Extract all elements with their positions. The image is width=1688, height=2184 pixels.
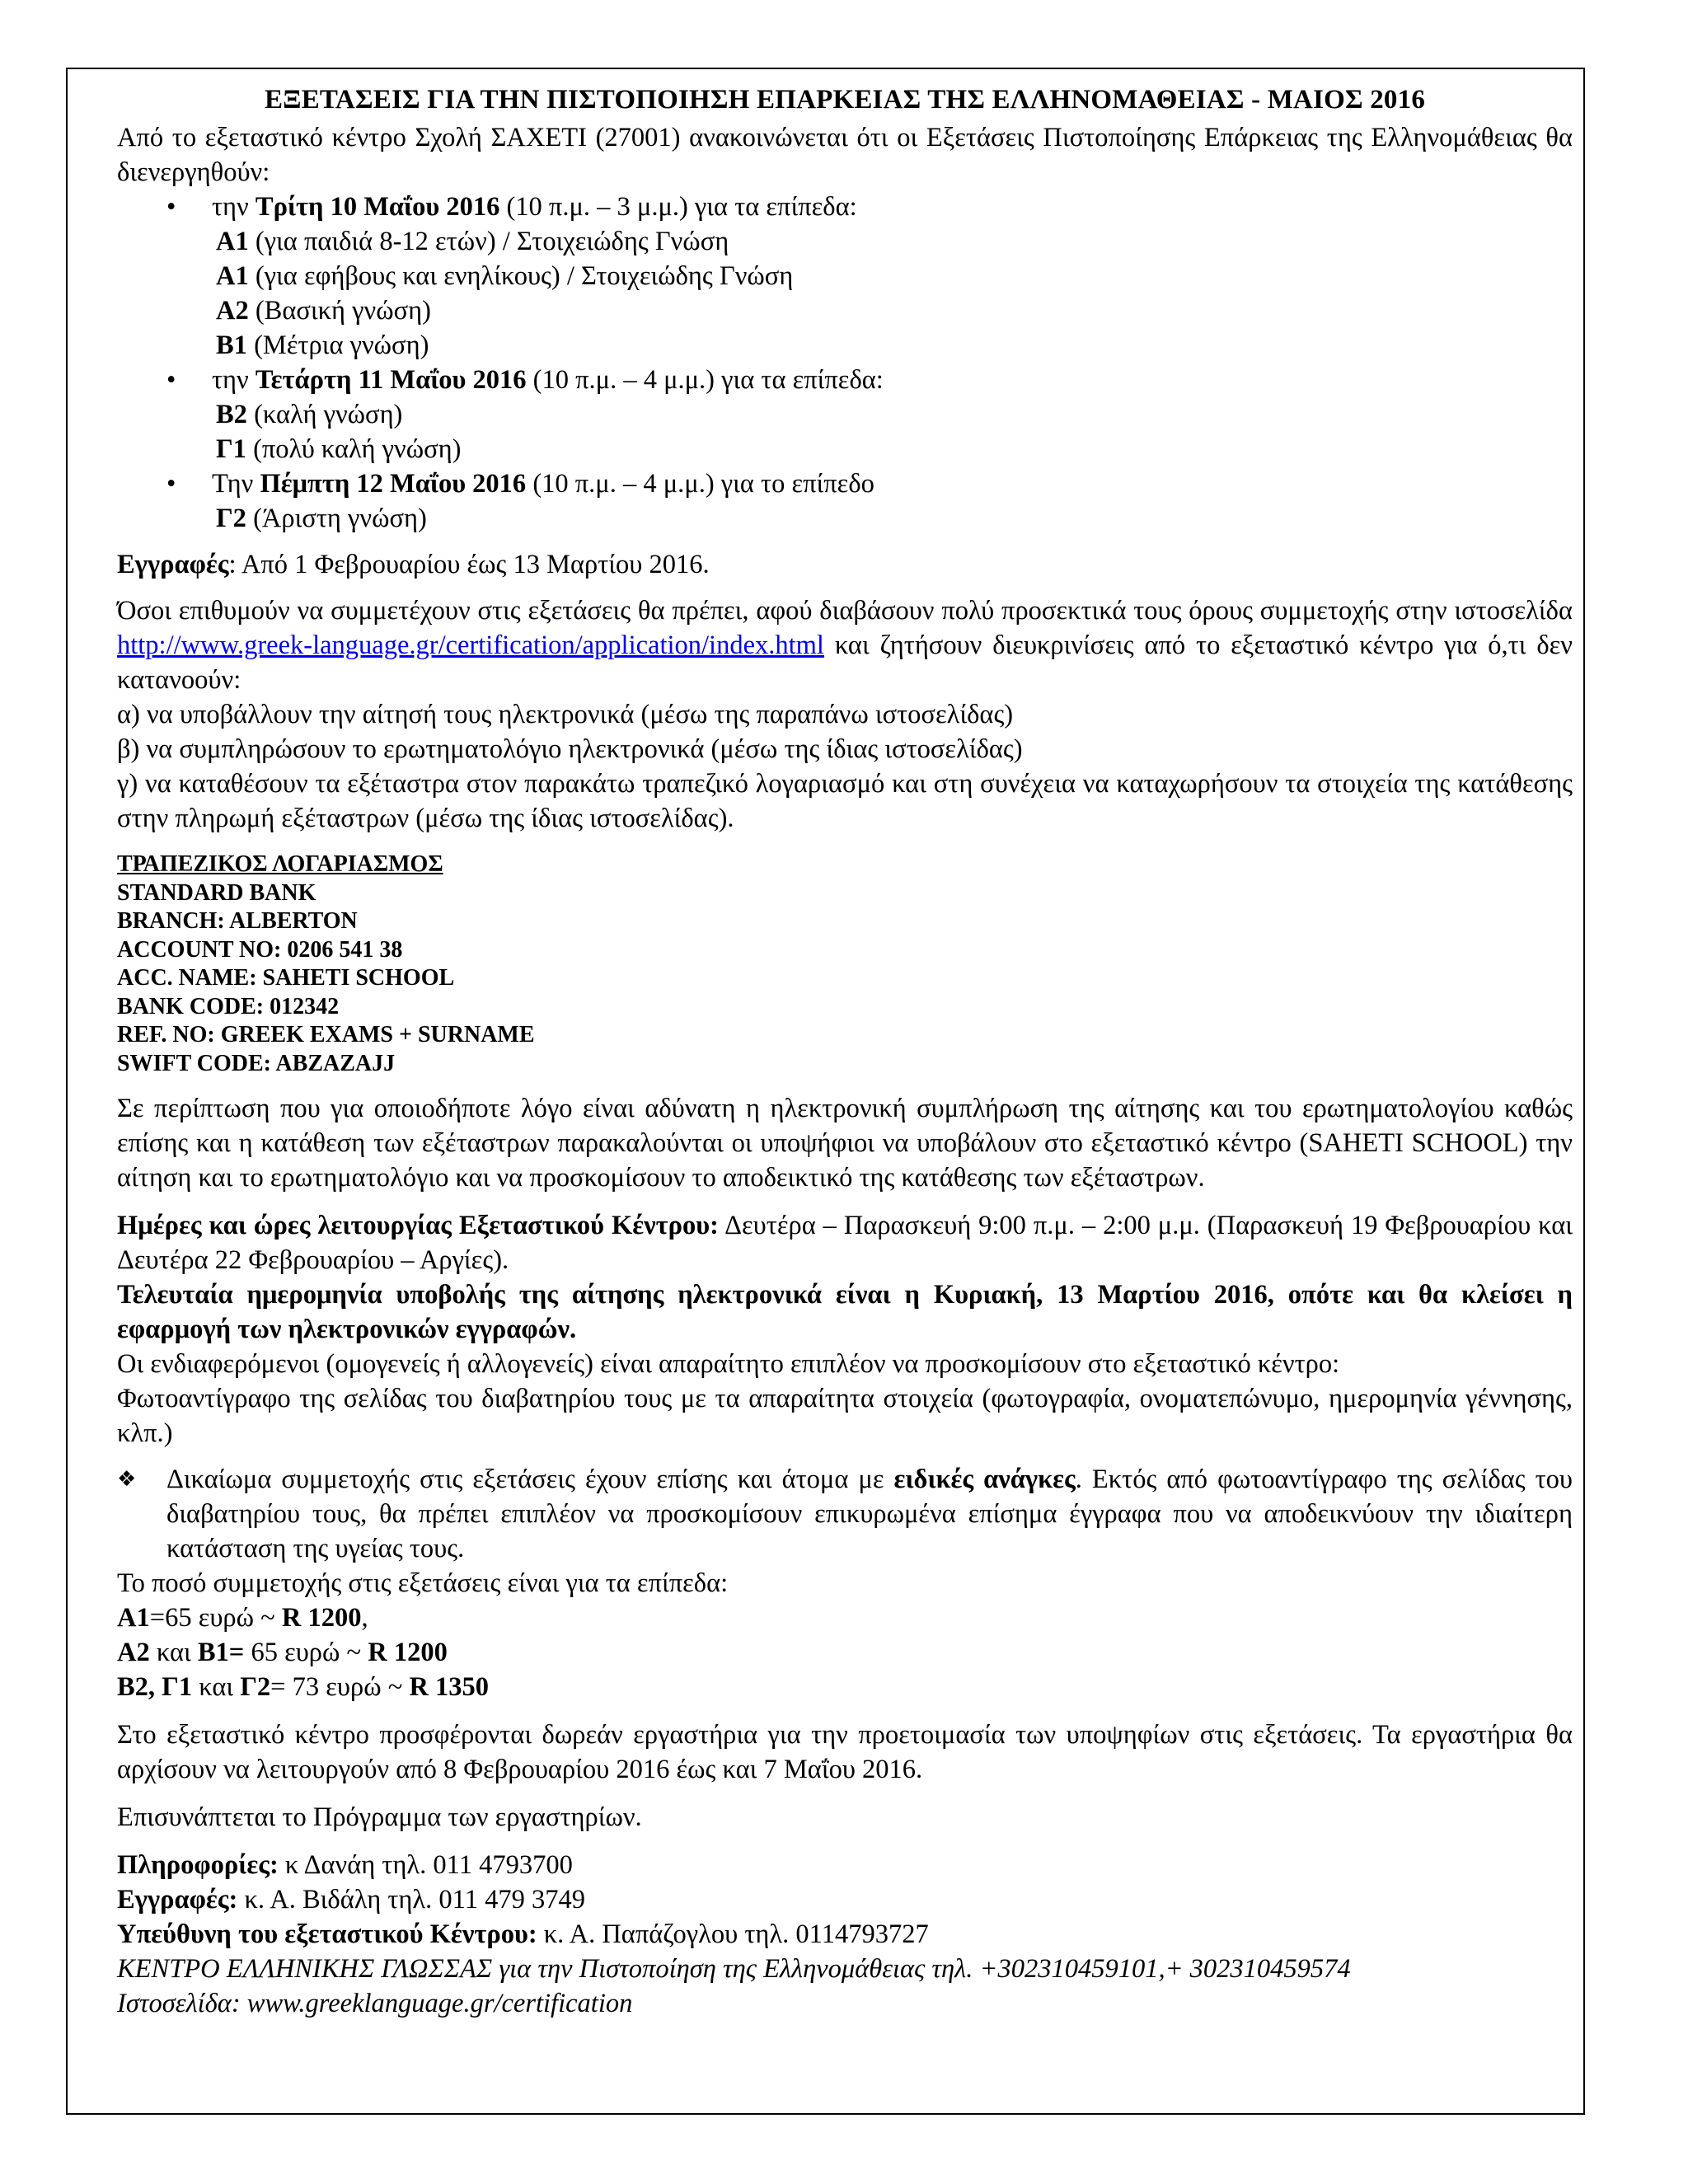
bullet-icon: • <box>166 365 176 395</box>
bullet-icon: • <box>166 192 176 222</box>
fee-line: Α2 και Β1= 65 ευρώ ~ R 1200 <box>117 1638 448 1667</box>
bullet-icon: • <box>166 469 176 499</box>
level-line: Β2 (καλή γνώση) <box>216 400 403 429</box>
fee-line: Α1=65 ευρώ ~ R 1200, <box>117 1603 368 1633</box>
level-line: Α1 (για παιδιά 8-12 ετών) / Στοιχειώδης Γνώση <box>216 227 729 256</box>
contact-line: Πληροφορίες: κ Δανάη τηλ. 011 4793700 <box>117 1850 573 1880</box>
level-line: Γ1 (πολύ καλή γνώση) <box>216 434 462 464</box>
required-docs-line: Οι ενδιαφερόμενοι (ομογενείς ή αλλογενείς) είναι απαραίτητο επιπλέον να προσκομίσουν στο εξεταστικό κέντρο: <box>117 1349 1340 1379</box>
deadline-paragraph: Τελευταία ημερομηνία υποβολής της αίτησης ηλεκτρονικά είναι η Κυριακή, 13 Μαρτίου 2016, οπότε και θα κλείσει η εφαρμογή των ηλεκτρονικών εγγραφών. <box>117 1280 1573 1344</box>
registration-line: Εγγραφές: Από 1 Φεβρουαρίου έως 13 Μαρτίου 2016. <box>117 550 710 579</box>
attached-line: Επισυνάπτεται το Πρόγραμμα των εργαστηρίων. <box>117 1802 642 1832</box>
bank-line: SWIFT CODE: ABZAZAJJ <box>117 1050 396 1076</box>
level-line: Β1 (Μέτρια γνώση) <box>216 330 429 360</box>
fee-line: Β2, Γ1 και Γ2= 73 ευρώ ~ R 1350 <box>117 1672 490 1702</box>
step-line: α) να υποβάλλουν την αίτησή τους ηλεκτρονικά (μέσω της παραπάνω ιστοσελίδας) <box>117 700 1014 729</box>
step-line: β) να συμπληρώσουν το ερωτηματολόγιο ηλεκτρονικά (μέσω της ίδιας ιστοσελίδας) <box>117 734 1023 764</box>
session-item: • την Τετάρτη 11 Μαΐου 2016 (10 π.μ. – 4 μ.μ.) για τα επίπεδα: <box>117 363 1573 397</box>
bank-line: STANDARD BANK <box>117 879 316 906</box>
application-link[interactable]: http://www.greek-language.gr/certification/application/index.html <box>117 630 824 660</box>
diamond-bullet-icon: ❖ <box>117 1467 137 1492</box>
contact-line: Υπεύθυνη του εξεταστικού Κέντρου: κ. Α. Παπάζογλου τηλ. 0114793727 <box>117 1919 929 1949</box>
session-item: • Την Πέμπτη 12 Μαΐου 2016 (10 π.μ. – 4 μ.μ.) για το επίπεδο <box>117 466 1573 501</box>
session-day: Τρίτη 10 Μαΐου 2016 <box>255 192 500 222</box>
hours-paragraph: Ημέρες και ώρες λειτουργίας Εξεταστικού Κέντρου: Δευτέρα – Παρασκευή 9:00 π.μ. – 2:00 μ.μ. (Παρασκευή 19 Φεβρουαρίου και Δευτέρα 22 Φεβρουαρίου – Αργίες). <box>117 1211 1573 1275</box>
session-day: Τετάρτη 11 Μαΐου 2016 <box>255 365 527 395</box>
level-line: Γ2 (Άριστη γνώση) <box>216 504 427 533</box>
bank-account-block <box>117 851 1573 1078</box>
bank-line: ACC. NAME: SAHETI SCHOOL <box>117 965 455 991</box>
bank-heading: ΤΡΑΠΕΖΙΚΟΣ ΛΟΓΑΡΙΑΣΜΟΣ <box>117 851 443 877</box>
bank-line: REF. NO: GREEK EXAMS + SURNAME <box>117 1022 535 1047</box>
fees-intro: Το ποσό συμμετοχής στις εξετάσεις είναι για τα επίπεδα: <box>117 1568 729 1598</box>
contact-line: Εγγραφές: κ. Α. Βιδάλη τηλ. 011 479 3749 <box>117 1885 585 1915</box>
footer-website: Ιστοσελίδα: www.greeklanguage.gr/certification <box>117 1989 633 2018</box>
bank-line: BANK CODE: 012342 <box>117 993 340 1019</box>
level-line: Α2 (Βασική γνώση) <box>216 296 431 326</box>
bank-line: BRANCH: ALBERTON <box>117 908 358 934</box>
step-line: γ) να καταθέσουν τα εξέταστρα στον παρακάτω τραπεζικό λογαριασμό και στη συνέχεια να καταχωρήσουν τα στοιχεία της κατάθεσης στην πληρωμή εξέταστρων (μέσω της ίδιας ιστοσελίδας). <box>117 769 1573 833</box>
participation-paragraph: Όσοι επιθυμούν να συμμετέχουν στις εξετάσεις θα πρέπει, αφού διαβάσουν πολύ προσεκτικά τους όρους συμμετοχής στην ιστοσελίδα http://www.greek-language.gr/certification/application/index.html και ζητήσουν διευκρινίσεις από το εξεταστικό κέντρο για ό,τι δεν κατανοούν: <box>117 596 1573 695</box>
bank-line: ACCOUNT NO: 0206 541 38 <box>117 936 403 963</box>
session-day: Πέμπτη 12 Μαΐου 2016 <box>260 469 527 499</box>
workshops-paragraph: Στο εξεταστικό κέντρο προσφέρονται δωρεάν εργαστήρια για την προετοιμασία των υποψηφίων στις εξετάσεις. Τα εργαστήρια θα αρχίσουν να λειτουργούν από 8 Φεβρουαρίου 2016 έως και 7 Μαΐου 2016. <box>117 1720 1573 1784</box>
level-line: Α1 (για εφήβους και ενηλίκους) / Στοιχειώδης Γνώση <box>216 261 794 291</box>
footer-center-line: ΚΕΝΤΡΟ ΕΛΛΗΝΙΚΗΣ ΓΛΩΣΣΑΣ για την Πιστοποίηση της Ελληνομάθειας τηλ. +302310459101,+ 302310459574 <box>117 1954 1351 1984</box>
passport-line: Φωτοαντίγραφο της σελίδας του διαβατηρίου τους με τα απαραίτητα στοιχεία (φωτογραφία, ονοματεπώνυμο, ημερομηνία γέννησης, κλπ.) <box>117 1384 1573 1448</box>
page-title: ΕΞΕΤΑΣΕΙΣ ΓΙΑ ΤΗΝ ΠΙΣΤΟΠΟΙΗΣΗ ΕΠΑΡΚΕΙΑΣ ΤΗΣ ΕΛΛΗΝΟΜΑΘΕΙΑΣ - ΜΑΙΟΣ 2016 <box>264 85 1426 115</box>
intro-paragraph: Από το εξεταστικό κέντρο Σχολή ΣΑΧΕΤΙ (27001) ανακοινώνεται ότι οι Εξετάσεις Πιστοποίησης Επάρκειας της Ελληνομάθειας θα διενεργηθούν: <box>117 123 1573 187</box>
fallback-paragraph: Σε περίπτωση που για οποιοδήποτε λόγο είναι αδύνατη η ηλεκτρονική συμπλήρωση της αίτησης και του ερωτηματολογίου καθώς επίσης και η κατάθεση των εξέταστρων παρακαλούνται οι υποψήφιοι να υποβάλουν στο εξεταστικό κέντρο (SAHETI SCHOOL) την αίτηση και το ερωτηματολόγιο και να προσκομίσουν το αποδεικτικό της κατάθεσης των εξέταστρων. <box>117 1094 1573 1193</box>
special-needs-item: ❖ Δικαίωμα συμμετοχής στις εξετάσεις έχουν επίσης και άτομα με ειδικές ανάγκες. Εκτός από φωτοαντίγραφο της σελίδας του διαβατηρίου τους, θα πρέπει επιπλέον να προσκομίσουν επικυρωμένα επίσημα έγγραφα που να αποδεικνύουν την ιδιαίτερη κατάσταση της υγείας τους. <box>117 1462 1573 1566</box>
session-item: • την Τρίτη 10 Μαΐου 2016 (10 π.μ. – 3 μ.μ.) για τα επίπεδα: <box>117 190 1573 224</box>
announcement <box>117 82 1573 2021</box>
